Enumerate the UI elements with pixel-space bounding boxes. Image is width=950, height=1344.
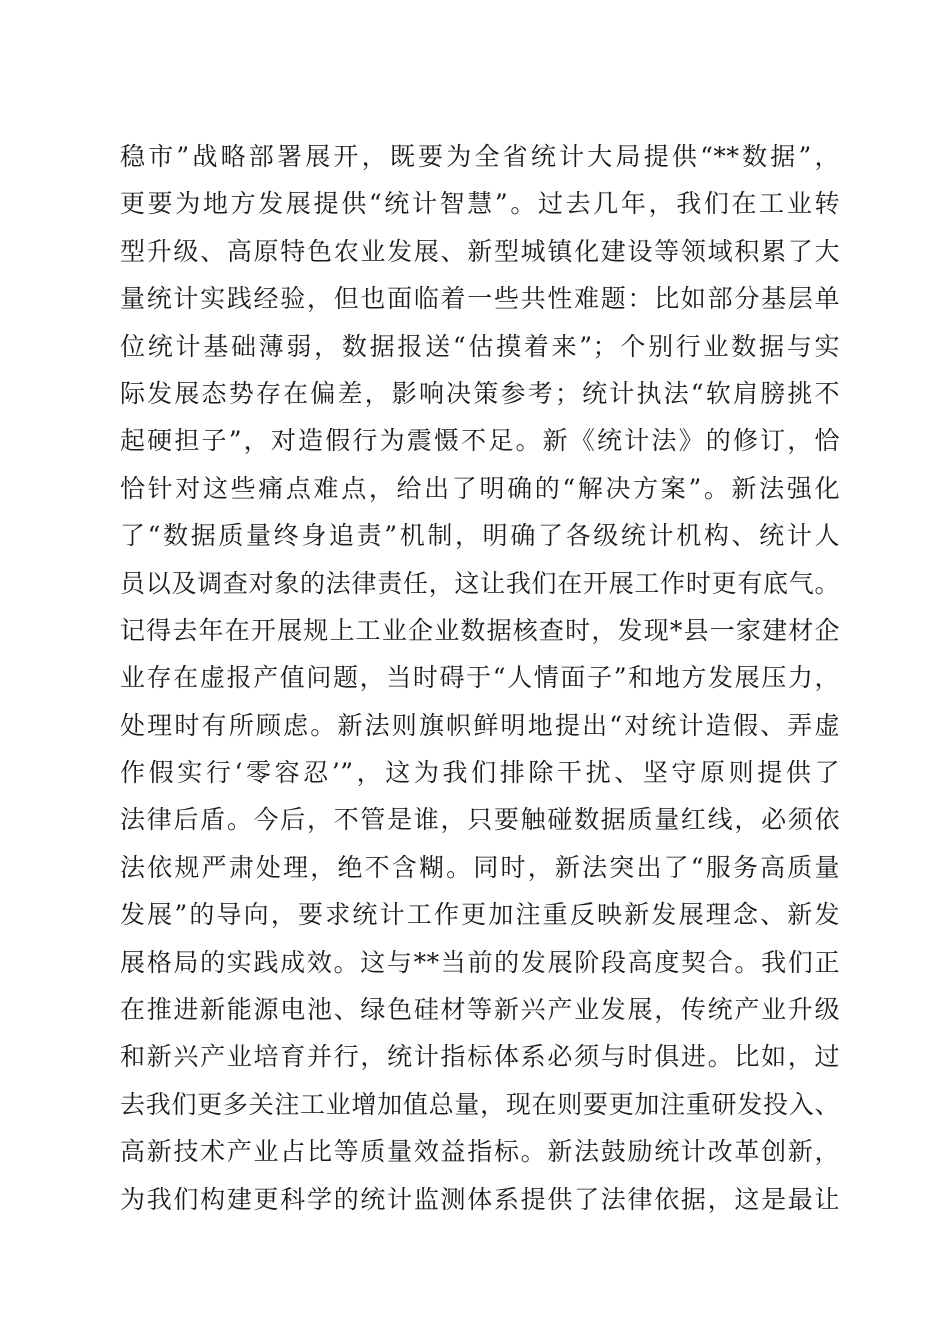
body-text <box>120 133 840 1223</box>
text-line: 法律后盾。今后，不管是谁，只要触碰数据质量红线，必须依 <box>120 805 840 835</box>
text-line: 位统计基础薄弱，数据报送“估摸着来”；个别行业数据与实 <box>120 331 840 361</box>
text-line: 处理时有所顾虑。新法则旗帜鲜明地提出“对统计造假、弄虚 <box>120 710 840 740</box>
text-line: 法依规严肃处理，绝不含糊。同时，新法突出了“服务高质量 <box>120 852 840 882</box>
text-line: 更要为地方发展提供“统计智慧”。过去几年，我们在工业转 <box>120 189 840 219</box>
text-line: 员以及调查对象的法律责任，这让我们在开展工作时更有底气。 <box>120 568 840 598</box>
text-line: 起硬担子”，对造假行为震慑不足。新《统计法》的修订，恰 <box>120 426 840 456</box>
text-line: 为我们构建更科学的统计监测体系提供了法律依据，这是最让 <box>120 1184 840 1214</box>
text-line: 发展”的导向，要求统计工作更加注重反映新发展理念、新发 <box>120 900 840 930</box>
text-line: 际发展态势存在偏差，影响决策参考；统计执法“软肩膀挑不 <box>120 378 840 408</box>
text-line: 和新兴产业培育并行，统计指标体系必须与时俱进。比如，过 <box>120 1042 840 1072</box>
text-line: 型升级、高原特色农业发展、新型城镇化建设等领域积累了大 <box>120 236 840 266</box>
text-line: 在推进新能源电池、绿色硅材等新兴产业发展，传统产业升级 <box>120 995 840 1025</box>
text-line: 恰针对这些痛点难点，给出了明确的“解决方案”。新法强化 <box>120 473 840 503</box>
text-line: 记得去年在开展规上工业企业数据核查时，发现*县一家建材企 <box>120 615 840 645</box>
text-line: 作假实行‘零容忍’”，这为我们排除干扰、坚守原则提供了 <box>120 758 840 788</box>
text-line: 展格局的实践成效。这与**当前的发展阶段高度契合。我们正 <box>120 947 840 977</box>
text-line: 去我们更多关注工业增加值总量，现在则要更加注重研发投入、 <box>120 1089 840 1119</box>
text-line: 稳市”战略部署展开，既要为全省统计大局提供“**数据”， <box>120 142 840 171</box>
text-line: 量统计实践经验，但也面临着一些共性难题：比如部分基层单 <box>120 284 840 314</box>
text-line: 了“数据质量终身追责”机制，明确了各级统计机构、统计人 <box>120 521 840 551</box>
text-line: 业存在虚报产值问题，当时碍于“人情面子”和地方发展压力， <box>120 663 840 693</box>
text-line: 高新技术产业占比等质量效益指标。新法鼓励统计改革创新， <box>120 1137 840 1167</box>
